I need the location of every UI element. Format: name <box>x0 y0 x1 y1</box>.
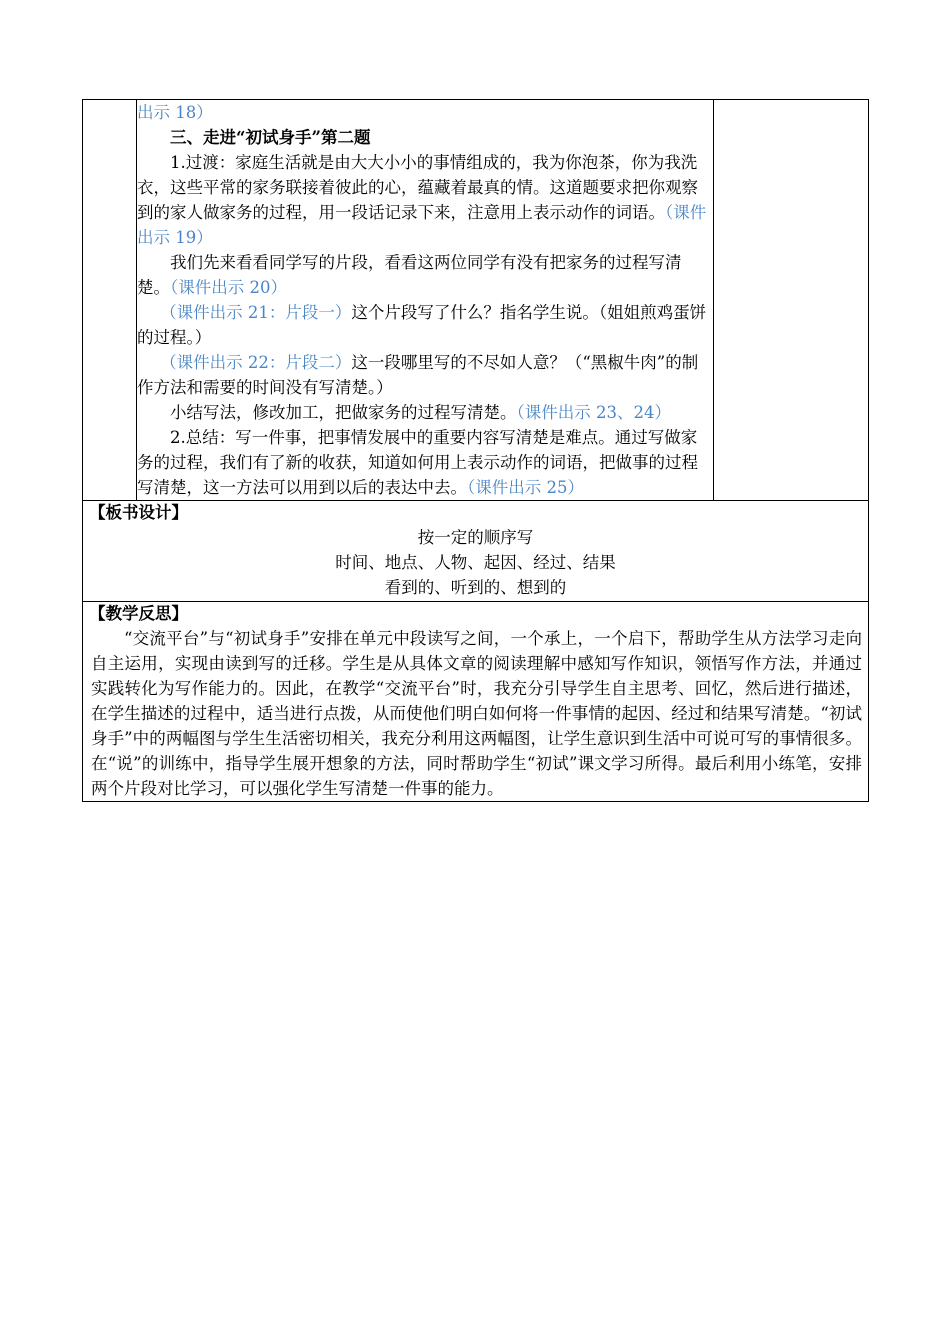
courseware-cue: （课件出示 21：片段一） <box>160 303 352 322</box>
paragraph-text: 2.总结：写一件事，把事情发展中的重要内容写清楚是难点。通过写做家务的过程，我们有了新的收获，知道如何用上表示动作的词语，把做事的过程写清楚，这一方法可以用到以后的表达中去。 <box>137 428 698 497</box>
paragraph-text: 这一段哪里写的不尽如人意？（“黑椒牛肉”的制作方法和需要的时间没有写清楚。） <box>137 353 699 397</box>
paragraph-transition <box>137 150 713 250</box>
board-design-title: 【板书设计】 <box>89 503 188 522</box>
board-design-row <box>83 501 869 602</box>
courseware-cue: （课件出示 22：片段二） <box>160 353 352 372</box>
paragraph-text: 我们先来看看同学写的片段，看看这两位同学有没有把家务的过程写清楚。 <box>137 253 682 297</box>
courseware-cue: （课件出示 25） <box>467 478 584 497</box>
left-blank-cell <box>83 100 137 501</box>
paragraph-summary-method <box>137 400 713 425</box>
board-line: 时间、地点、人物、起因、经过、结果 <box>335 553 616 572</box>
board-design-content <box>83 525 868 601</box>
board-line: 看到的、听到的、想到的 <box>384 578 567 597</box>
paragraph-sample-one <box>137 300 713 350</box>
reflection-paragraph: “交流平台”与“初试身手”安排在单元中段读写之间，一个承上，一个启下，帮助学生从方法学习走向自主运用，实现由读到写的迁移。学生是从具体文章的阅读理解中感知写作知识，领悟写作方法，并通过实践转化为写作能力的。因此，在教学“交流平台”时，我充分引导学生自主思考、回忆，然后进行描述，在学生描述的过程中，适当进行点拨，从而使他们明白如何将一件事情的起因、经过和结果写清楚。“初试身手”中的两幅图与学生生活密切相关，我充分利用这两幅图，让学生意识到生活中可说可写的事情很多。在“说”的训练中，指导学生展开想象的方法，同时帮助学生“初试”课文学习所得。最后利用小练笔，安排两个片段对比学习，可以强化学生写清楚一件事的能力。 <box>91 629 862 798</box>
reflection-row <box>83 602 869 802</box>
board-line: 按一定的顺序写 <box>417 528 534 547</box>
paragraph-read-samples <box>137 250 713 300</box>
paragraph-text: 这个片段写了什么？指名学生说。（姐姐煎鸡蛋饼的过程。） <box>137 303 707 347</box>
paragraph-sample-two <box>137 350 713 400</box>
reflection-content <box>83 626 868 801</box>
courseware-cue: （课件出示 19） <box>137 203 707 247</box>
continued-cue: 出示 18） <box>137 103 213 122</box>
right-blank-cell <box>714 100 869 501</box>
paragraph-text: 1.过渡：家庭生活就是由大大小小的事情组成的，我为你泡茶，你为我洗衣，这些平常的家务联接着彼此的心，蕴藏着最真的情。这道题要求把你观察到的家人做家务的过程，用一段话记录下来，注意用上表示动作的词语。 <box>137 153 698 222</box>
section-heading: 三、走进“初试身手”第二题 <box>170 128 371 147</box>
courseware-cue: （课件出示 20） <box>170 278 287 297</box>
reflection-title: 【教学反思】 <box>89 604 188 623</box>
courseware-cue: （课件出示 23、24） <box>516 403 671 422</box>
lesson-content-cell <box>137 100 714 501</box>
reflection-cell <box>83 602 869 802</box>
lesson-plan-table <box>82 99 869 802</box>
paragraph-text: 小结写法，修改加工，把做家务的过程写清楚。 <box>170 403 517 422</box>
lesson-row <box>83 100 869 501</box>
board-design-cell <box>83 501 869 602</box>
paragraph-conclusion <box>137 425 713 500</box>
